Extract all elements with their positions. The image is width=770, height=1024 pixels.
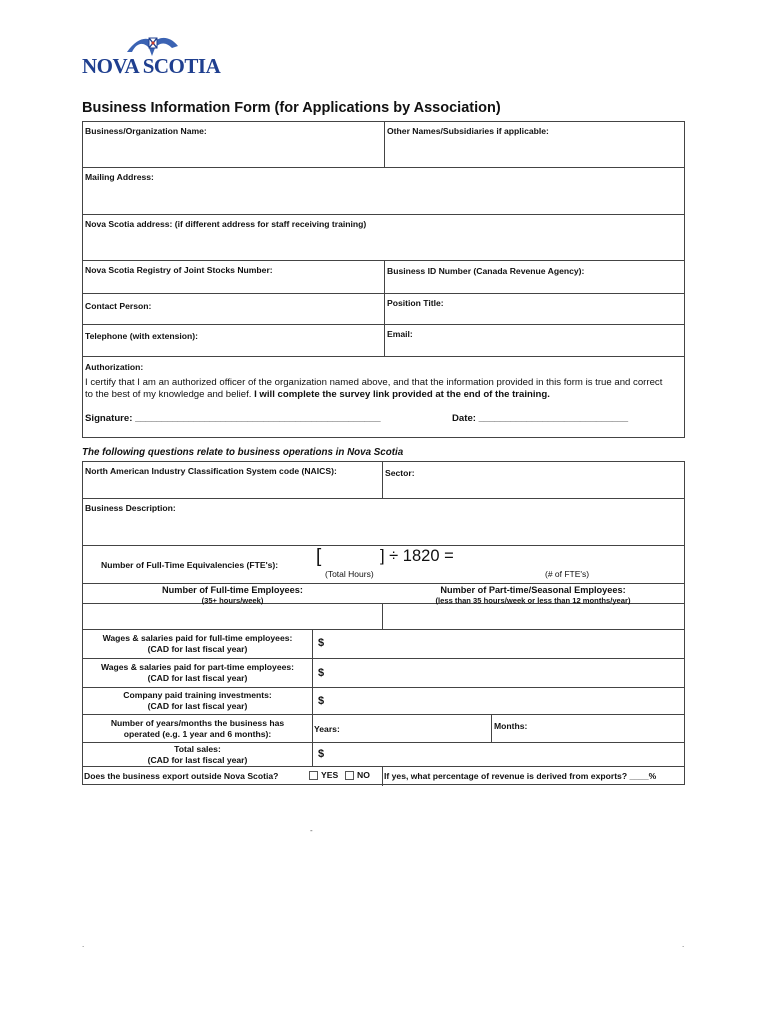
- years-label: Years:: [314, 724, 340, 734]
- dollar-sign: $: [318, 748, 325, 760]
- business-id-field[interactable]: [384, 261, 684, 293]
- row-wages-pt: [83, 659, 684, 688]
- authorization-label: Authorization:: [85, 362, 144, 372]
- sales-label-1: Total sales:: [174, 744, 221, 754]
- row-employee-values: [83, 604, 684, 630]
- wages-ft-label-2: (CAD for last fiscal year): [147, 643, 248, 654]
- date-field[interactable]: Date: ____________________________: [452, 413, 629, 424]
- logo-text: NOVA SCOTIA: [82, 54, 221, 78]
- sector-field[interactable]: [382, 462, 684, 498]
- nova-scotia-logo: [82, 30, 222, 78]
- page-mark: .: [82, 940, 85, 949]
- export-percentage-label: If yes, what percentage of revenue is derived from exports? ____%: [384, 771, 657, 781]
- months-label: Months:: [494, 721, 528, 731]
- row-sales: [83, 743, 684, 767]
- num-ftes-caption: (# of FTE's): [545, 569, 590, 579]
- sales-label: [83, 744, 312, 765]
- wages-ft-label-cell: [83, 630, 312, 658]
- business-info-table: [82, 121, 685, 438]
- row-fte: [83, 546, 684, 583]
- certify-survey-text: I will complete the survey link provided at the end of the training.: [254, 389, 550, 400]
- row-telephone: [83, 325, 684, 357]
- months-field[interactable]: [491, 715, 684, 742]
- position-title-field[interactable]: [384, 294, 684, 324]
- row-wages-ft: [83, 630, 684, 659]
- registry-number-field[interactable]: [83, 261, 384, 293]
- page-mark: -: [310, 826, 313, 835]
- row-business-name: [83, 122, 684, 168]
- certify-line-1: I certify that I am an authorized officer of the organization named above, and that the information provided in this form is true and correct: [85, 377, 663, 388]
- business-operations-table: [82, 461, 685, 785]
- row-naics: [83, 462, 684, 499]
- fulltime-employees-label: Number of Full-time Employees:: [162, 585, 303, 595]
- page-mark: .: [682, 940, 685, 949]
- form-title: Business Information Form (for Applications by Association): [82, 100, 501, 116]
- certify-line-2-text: to the best of my knowledge and belief.: [85, 389, 252, 400]
- wages-ft-label: [83, 633, 312, 654]
- sales-label-cell: [83, 743, 312, 766]
- fte-bracket-open: [: [316, 546, 322, 567]
- yes-label: YES: [321, 770, 339, 780]
- section-title: The following questions relate to business operations in Nova Scotia: [82, 447, 404, 458]
- contact-person-label: Contact Person:: [85, 301, 152, 311]
- wages-pt-label-2: (CAD for last fiscal year): [147, 672, 248, 683]
- telephone-field[interactable]: [83, 325, 384, 356]
- dollar-sign: $: [318, 637, 325, 649]
- export-yes-option[interactable]: [309, 770, 338, 780]
- parttime-employees-label: Number of Part-time/Seasonal Employees:: [440, 585, 626, 595]
- naics-field[interactable]: [83, 462, 382, 498]
- years-label-2: operated (e.g. 1 year and 6 months):: [123, 728, 272, 739]
- years-field[interactable]: [312, 715, 491, 742]
- row-contact: [83, 294, 684, 325]
- business-name-label: Business/Organization Name:: [85, 126, 207, 136]
- sales-field[interactable]: [312, 743, 684, 766]
- yes-checkbox[interactable]: [309, 771, 318, 780]
- parttime-employees-field[interactable]: [382, 604, 684, 629]
- wages-pt-label-cell: [83, 659, 312, 687]
- training-label: [83, 690, 312, 711]
- ns-address-label: Nova Scotia address: (if different address for staff receiving training): [85, 219, 367, 229]
- fulltime-employees-field[interactable]: [83, 604, 382, 629]
- row-employee-headings: [83, 583, 684, 604]
- business-id-label: Business ID Number (Canada Revenue Agency):: [387, 266, 585, 276]
- no-label: NO: [357, 770, 370, 780]
- contact-person-field[interactable]: [83, 294, 384, 324]
- row-export: [83, 767, 684, 786]
- row-training: [83, 688, 684, 715]
- ns-address-field[interactable]: [83, 215, 684, 261]
- years-operated-label: [83, 718, 312, 739]
- row-registry: [83, 261, 684, 294]
- training-label-1: Company paid training investments:: [123, 690, 272, 700]
- dollar-sign: $: [318, 667, 325, 679]
- mailing-address-field[interactable]: [83, 168, 684, 215]
- fte-label: Number of Full-Time Equivalencies (FTE's):: [101, 560, 279, 570]
- business-description-label: Business Description:: [85, 503, 176, 513]
- wages-pt-label-1: Wages & salaries paid for part-time employees:: [100, 662, 295, 672]
- other-names-field[interactable]: [384, 122, 684, 167]
- total-hours-caption: (Total Hours): [325, 569, 374, 579]
- wages-ft-label-1: Wages & salaries paid for full-time employees:: [102, 633, 293, 643]
- fulltime-sub-label: (35+ hours/week): [201, 596, 264, 605]
- authorization-section: [83, 357, 684, 439]
- fte-formula: ] ÷ 1820 =: [380, 547, 454, 565]
- certify-line-2: [85, 389, 550, 401]
- no-checkbox[interactable]: [345, 771, 354, 780]
- email-label: Email:: [387, 329, 413, 339]
- mailing-address-label: Mailing Address:: [85, 172, 154, 182]
- other-names-label: Other Names/Subsidiaries if applicable:: [387, 126, 549, 136]
- naics-label: North American Industry Classification System code (NAICS):: [85, 466, 337, 476]
- sales-label-2: (CAD for last fiscal year): [147, 754, 248, 765]
- telephone-label: Telephone (with extension):: [85, 331, 198, 341]
- business-name-field[interactable]: [83, 122, 384, 167]
- registry-number-label: Nova Scotia Registry of Joint Stocks Number:: [85, 265, 273, 275]
- training-label-cell: [83, 688, 312, 714]
- business-description-field[interactable]: [83, 499, 684, 546]
- parttime-sub-label: (less than 35 hours/week or less than 12 months/year): [435, 596, 631, 605]
- wages-ft-field[interactable]: [312, 630, 684, 658]
- sector-label: Sector:: [385, 468, 415, 478]
- fulltime-heading-cell: [83, 584, 382, 603]
- wages-pt-field[interactable]: [312, 659, 684, 687]
- training-label-2: (CAD for last fiscal year): [147, 700, 248, 711]
- parttime-heading-cell: [382, 584, 684, 603]
- years-label-1: Number of years/months the business has: [110, 718, 285, 728]
- email-field[interactable]: [384, 325, 684, 356]
- wages-pt-label: [83, 662, 312, 683]
- row-years: [83, 715, 684, 743]
- export-percentage-field[interactable]: [382, 767, 684, 786]
- export-question: Does the business export outside Nova Scotia?: [84, 771, 279, 781]
- position-title-label: Position Title:: [387, 298, 444, 308]
- export-no-option[interactable]: [345, 770, 370, 780]
- years-label-cell: [83, 715, 312, 742]
- signature-field[interactable]: Signature: ______________________________________________: [85, 413, 381, 424]
- dollar-sign: $: [318, 695, 325, 707]
- training-field[interactable]: [312, 688, 684, 714]
